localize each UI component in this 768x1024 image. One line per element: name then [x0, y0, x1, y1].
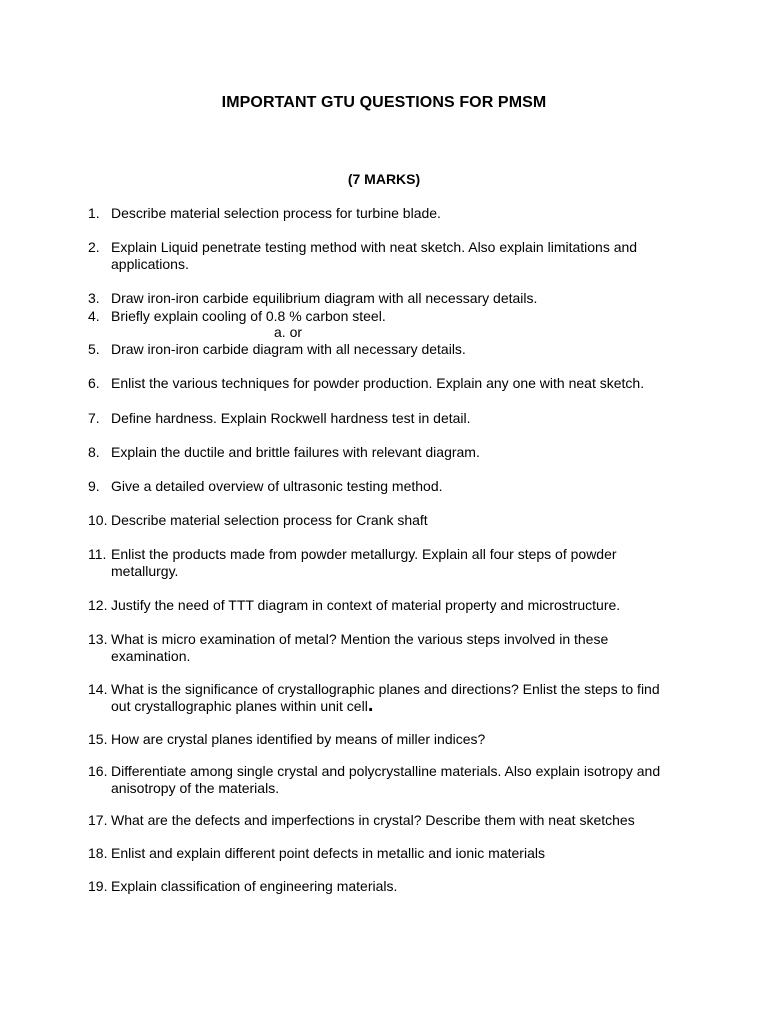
question-text: What are the defects and imperfections in crystal? Describe them with neat sketches	[111, 812, 635, 828]
question-text: Briefly explain cooling of 0.8 % carbon steel.	[111, 308, 386, 324]
question-text: Enlist the products made from powder metallurgy. Explain all four steps of powder metallurgy.	[111, 546, 617, 579]
question-text: Differentiate among single crystal and polycrystalline materials. Also explain isotropy and anisotropy of the materials.	[111, 763, 661, 796]
question-item	[88, 308, 668, 325]
question-number: 10.	[88, 512, 108, 528]
question-item	[88, 597, 668, 614]
question-number: 16.	[88, 763, 108, 779]
question-number: 7.	[88, 410, 100, 426]
question-text: How are crystal planes identified by means of miller indices?	[111, 731, 486, 747]
question-number: 12.	[88, 597, 108, 613]
question-text	[111, 681, 668, 715]
question-text: Draw iron-iron carbide equilibrium diagram with all necessary details.	[111, 290, 538, 306]
question-number: 13.	[88, 631, 108, 647]
question-item	[88, 845, 668, 862]
question-text-period: .	[367, 694, 374, 716]
question-number: 11.	[88, 546, 107, 562]
question-item	[88, 239, 668, 273]
question-number: 8.	[88, 444, 100, 460]
question-number: 19.	[88, 878, 108, 894]
question-text: Enlist the various techniques for powder production. Explain any one with neat sketch.	[111, 375, 645, 391]
question-number: 4.	[88, 308, 100, 324]
question-item	[88, 546, 668, 580]
question-number: 1.	[88, 205, 100, 221]
question-number: 14.	[88, 681, 108, 697]
question-item	[88, 341, 668, 358]
question-item	[88, 631, 668, 665]
question-number: 6.	[88, 375, 100, 391]
question-number: 18.	[88, 845, 108, 861]
page-title: IMPORTANT GTU QUESTIONS FOR PMSM	[221, 94, 547, 111]
question-text: Draw iron-iron carbide diagram with all necessary details.	[111, 341, 466, 357]
question-number: 17.	[88, 812, 108, 828]
question-item	[88, 478, 668, 495]
question-text-body: What is the significance of crystallographic planes and directions? Enlist the steps to find out crystallographic planes within unit cell	[111, 681, 660, 714]
question-item	[88, 878, 668, 895]
question-number: 15.	[88, 731, 108, 747]
question-item	[88, 290, 668, 307]
question-item	[88, 205, 668, 222]
question-number: 9.	[88, 478, 100, 494]
question-text: Explain classification of engineering materials.	[111, 878, 398, 894]
question-text: Justify the need of TTT diagram in context of material property and microstructure.	[111, 597, 621, 613]
question-item	[88, 681, 668, 715]
question-item	[88, 763, 668, 797]
question-item	[88, 375, 668, 392]
question-text: Describe material selection process for turbine blade.	[111, 205, 441, 221]
question-item	[88, 812, 668, 829]
question-number: 2.	[88, 239, 100, 255]
question-item	[88, 512, 668, 529]
question-item	[88, 731, 668, 748]
question-text: Enlist and explain different point defects in metallic and ionic materials	[111, 845, 545, 861]
question-number: 3.	[88, 290, 100, 306]
question-text: Define hardness. Explain Rockwell hardness test in detail.	[111, 410, 471, 426]
question-text: Explain Liquid penetrate testing method with neat sketch. Also explain limitations and applications.	[111, 239, 638, 272]
question-text: Give a detailed overview of ultrasonic testing method.	[111, 478, 443, 494]
question-item	[88, 410, 668, 427]
question-text: Explain the ductile and brittle failures with relevant diagram.	[111, 444, 480, 460]
question-text: Describe material selection process for Crank shaft	[111, 512, 428, 528]
question-number: 5.	[88, 341, 100, 357]
question-text: What is micro examination of metal? Mention the various steps involved in these examination.	[111, 631, 609, 664]
alternative-marker: a. or	[274, 324, 303, 340]
question-item	[88, 444, 668, 461]
section-heading: (7 MARKS)	[347, 171, 421, 187]
